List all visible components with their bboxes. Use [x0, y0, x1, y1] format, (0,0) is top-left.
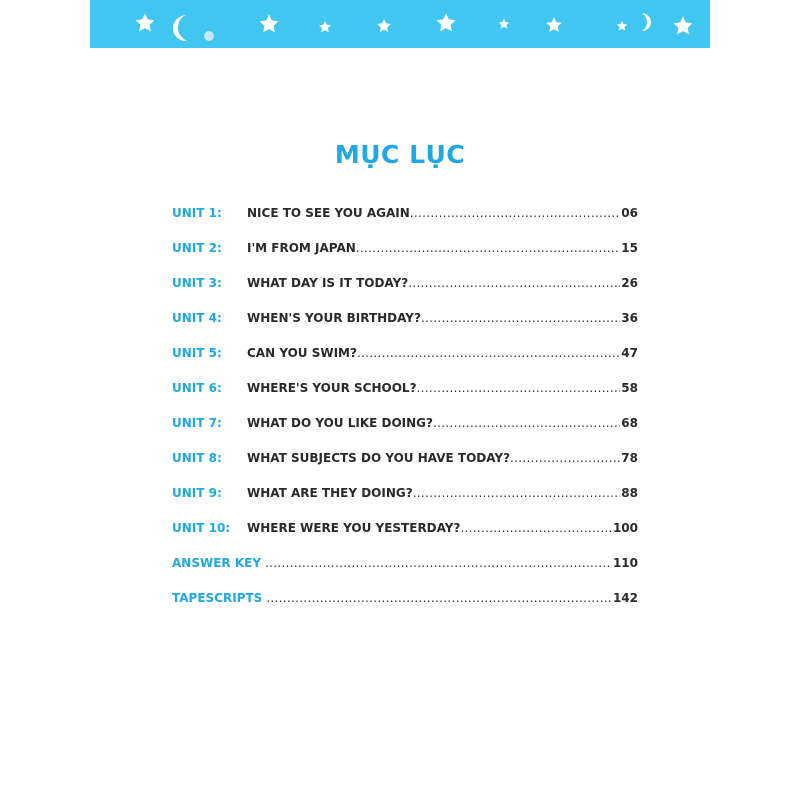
dot-leader: [433, 406, 620, 441]
star-icon: [498, 18, 510, 30]
toc-entry-title: CAN YOU SWIM?: [247, 346, 357, 360]
toc-page-number: 15: [621, 241, 638, 255]
toc-unit-label: UNIT 1:: [172, 206, 222, 220]
toc-unit-label: TAPESCRIPTS: [172, 591, 263, 605]
star-icon: [318, 20, 332, 34]
toc-row[interactable]: [172, 476, 638, 511]
dot-leader: [413, 476, 621, 511]
table-of-contents: [172, 196, 638, 616]
dot-leader: [510, 441, 620, 476]
toc-entry-title: WHEN'S YOUR BIRTHDAY?: [247, 311, 421, 325]
toc-entry-title: WHAT ARE THEY DOING?: [247, 486, 413, 500]
toc-unit-label: UNIT 3:: [172, 276, 222, 290]
toc-row[interactable]: [172, 371, 638, 406]
toc-page-number: 06: [621, 206, 638, 220]
dot-leader: [266, 581, 612, 616]
toc-page-number: 47: [621, 346, 638, 360]
toc-unit-label: UNIT 9:: [172, 486, 222, 500]
toc-page-number: 110: [612, 556, 638, 570]
dot-leader: [265, 546, 612, 581]
dot-leader: [421, 301, 620, 336]
toc-entry-title: WHAT SUBJECTS DO YOU HAVE TODAY?: [247, 451, 511, 465]
moon-icon: [640, 12, 652, 32]
star-icon: [435, 12, 457, 34]
toc-row[interactable]: [172, 581, 638, 616]
toc-entry-title: WHERE WERE YOU YESTERDAY?: [247, 521, 461, 535]
star-icon: [376, 18, 392, 34]
toc-page-number: 142: [612, 591, 638, 605]
top-banner: [90, 0, 710, 48]
toc-row[interactable]: [172, 266, 638, 301]
dot-leader: [356, 231, 621, 266]
toc-row[interactable]: [172, 301, 638, 336]
moon-icon: [172, 14, 192, 42]
toc-unit-label: UNIT 4:: [172, 311, 222, 325]
star-icon: [672, 15, 694, 37]
toc-unit-label: UNIT 10:: [172, 521, 231, 535]
toc-entry-title: WHAT DAY IS IT TODAY?: [247, 276, 409, 290]
star-icon: [545, 16, 563, 34]
toc-row[interactable]: [172, 546, 638, 581]
toc-unit-label: UNIT 2:: [172, 241, 222, 255]
dot-leader: [408, 266, 620, 301]
dot-leader: [410, 196, 621, 231]
toc-unit-label: UNIT 8:: [172, 451, 222, 465]
toc-unit-label: UNIT 6:: [172, 381, 222, 395]
toc-entry-title: WHAT DO YOU LIKE DOING?: [247, 416, 433, 430]
toc-page-number: 88: [621, 486, 638, 500]
toc-unit-label: ANSWER KEY: [172, 556, 262, 570]
toc-page-number: 58: [621, 381, 638, 395]
toc-row[interactable]: [172, 511, 638, 546]
dot-icon: [203, 30, 215, 42]
star-icon: [616, 20, 628, 32]
dot-leader: [460, 511, 612, 546]
toc-row[interactable]: [172, 406, 638, 441]
dot-leader: [357, 336, 620, 371]
toc-page-number: 100: [612, 521, 638, 535]
page-title: MỤC LỤC: [334, 140, 466, 169]
toc-entry-title: WHERE'S YOUR SCHOOL?: [247, 381, 417, 395]
toc-page-number: 68: [621, 416, 638, 430]
toc-entry-title: NICE TO SEE YOU AGAIN: [247, 206, 410, 220]
toc-unit-label: UNIT 7:: [172, 416, 222, 430]
toc-row[interactable]: [172, 196, 638, 231]
star-icon: [258, 13, 280, 35]
dot-leader: [417, 371, 621, 406]
toc-entry-title: I'M FROM JAPAN: [247, 241, 356, 255]
star-icon: [134, 12, 156, 34]
toc-page-number: 36: [621, 311, 638, 325]
toc-row[interactable]: [172, 231, 638, 266]
toc-page-number: 26: [621, 276, 638, 290]
toc-unit-label: UNIT 5:: [172, 346, 222, 360]
toc-row[interactable]: [172, 441, 638, 476]
toc-row[interactable]: [172, 336, 638, 371]
toc-page-number: 78: [621, 451, 638, 465]
